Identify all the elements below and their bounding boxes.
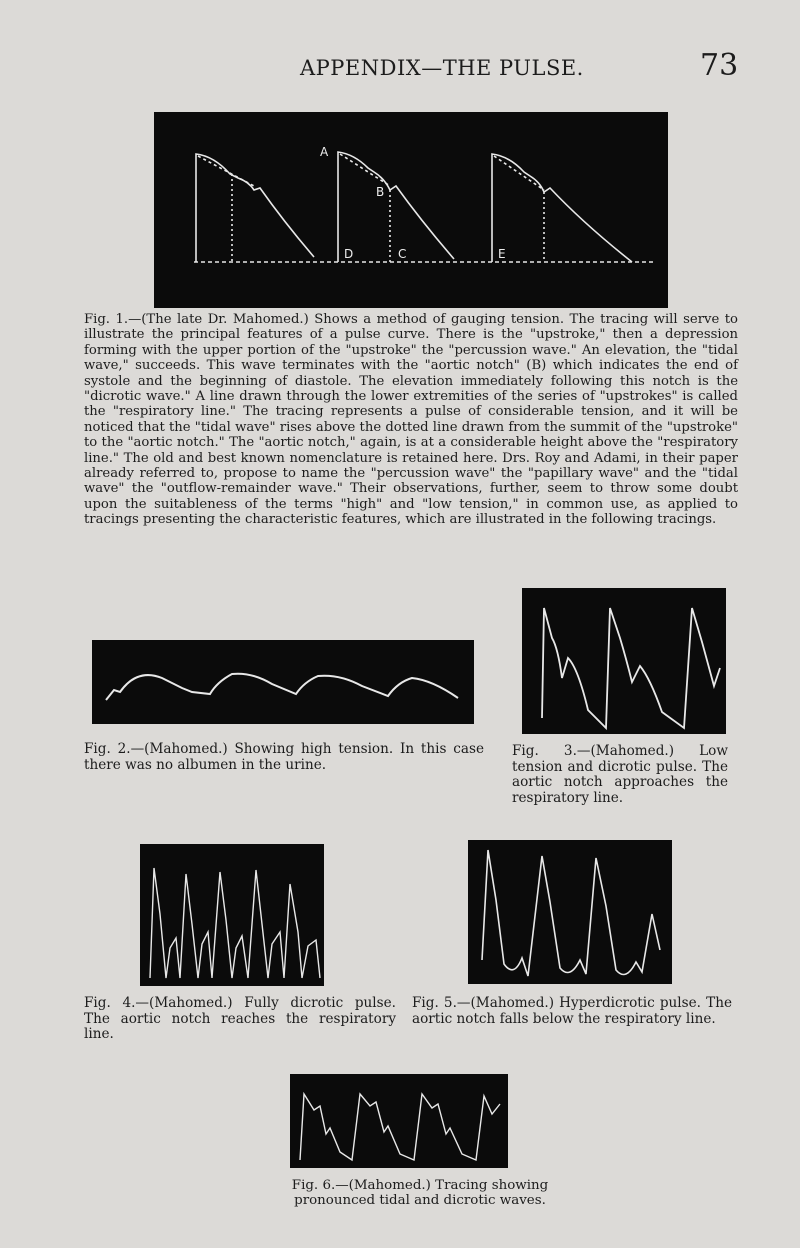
fig4-tracing-svg: [140, 844, 324, 986]
page-number: 73: [700, 48, 739, 83]
fig6-tracing: [290, 1074, 508, 1168]
fig5-tracing: [468, 840, 672, 984]
fig3-tracing: [522, 588, 726, 734]
fig1-label-d: D: [344, 247, 354, 261]
running-head: APPENDIX—THE PULSE.: [300, 56, 584, 80]
fig1-tracing-svg: [154, 112, 668, 308]
fig6-caption: Fig. 6.—(Mahomed.) Tracing showing pronounced tidal and dicrotic waves.: [291, 1178, 549, 1208]
fig2-tracing-svg: [92, 640, 474, 724]
fig2-caption: Fig. 2.—(Mahomed.) Showing high tension. In this case there was no albumen in the urine.: [84, 741, 484, 773]
fig1-label-a: A: [320, 145, 329, 159]
fig1-caption: Fig. 1.—(The late Dr. Mahomed.) Shows a method of gauging tension. The tracing will serve to illustrate the principal features of a pulse curve. There is the "upstroke," then a depression forming with the upper portion of the "upstroke" the "percussion wave." An elevation, the "tidal wave," succeeds. This wave terminates with the "aortic notch" (B) which indicates the end of systole and the beginning of diastole. The elevation immediately following this notch is the "dicrotic wave." A line drawn through the lower extremities of the series of "upstrokes" is called the "respiratory line." The tracing represents a pulse of considerable tension, and it will be noticed that the "tidal wave" rises above the dotted line drawn from the summit of the "upstroke" to the "aortic notch." The "aortic notch," again, is at a considerable height above the "respiratory line." The old and best known nomenclature is retained here. Drs. Roy and Adami, in their paper already referred to, propose to name the "percussion wave" the "papillary wave" and the "tidal wave" the "outflow-remainder wave." Their observations, further, seem to throw some doubt upon the suitableness of the terms "high" and "low tension," in common use, as applied to tracings presenting the characteristic features, which are illustrated in the following tracings.: [84, 312, 738, 528]
fig1-tracing: [154, 112, 668, 308]
fig6-tracing-svg: [290, 1074, 508, 1168]
fig1-label-c: C: [398, 247, 407, 261]
page-header: [0, 46, 800, 86]
fig4-caption: Fig. 4.—(Mahomed.) Fully dicrotic pulse. The aortic notch reaches the respiratory line.: [84, 995, 396, 1043]
fig3-caption: Fig. 3.—(Mahomed.) Low tension and dicrotic pulse. The aortic notch approaches the respiratory line.: [512, 743, 728, 806]
fig1-label-b: B: [376, 185, 385, 199]
fig2-tracing: [92, 640, 474, 724]
fig5-tracing-svg: [468, 840, 672, 984]
fig4-tracing: [140, 844, 324, 986]
fig3-tracing-svg: [522, 588, 726, 734]
fig5-caption: Fig. 5.—(Mahomed.) Hyperdicrotic pulse. The aortic notch falls below the respiratory line.: [412, 995, 732, 1027]
fig1-label-e: E: [498, 247, 506, 261]
